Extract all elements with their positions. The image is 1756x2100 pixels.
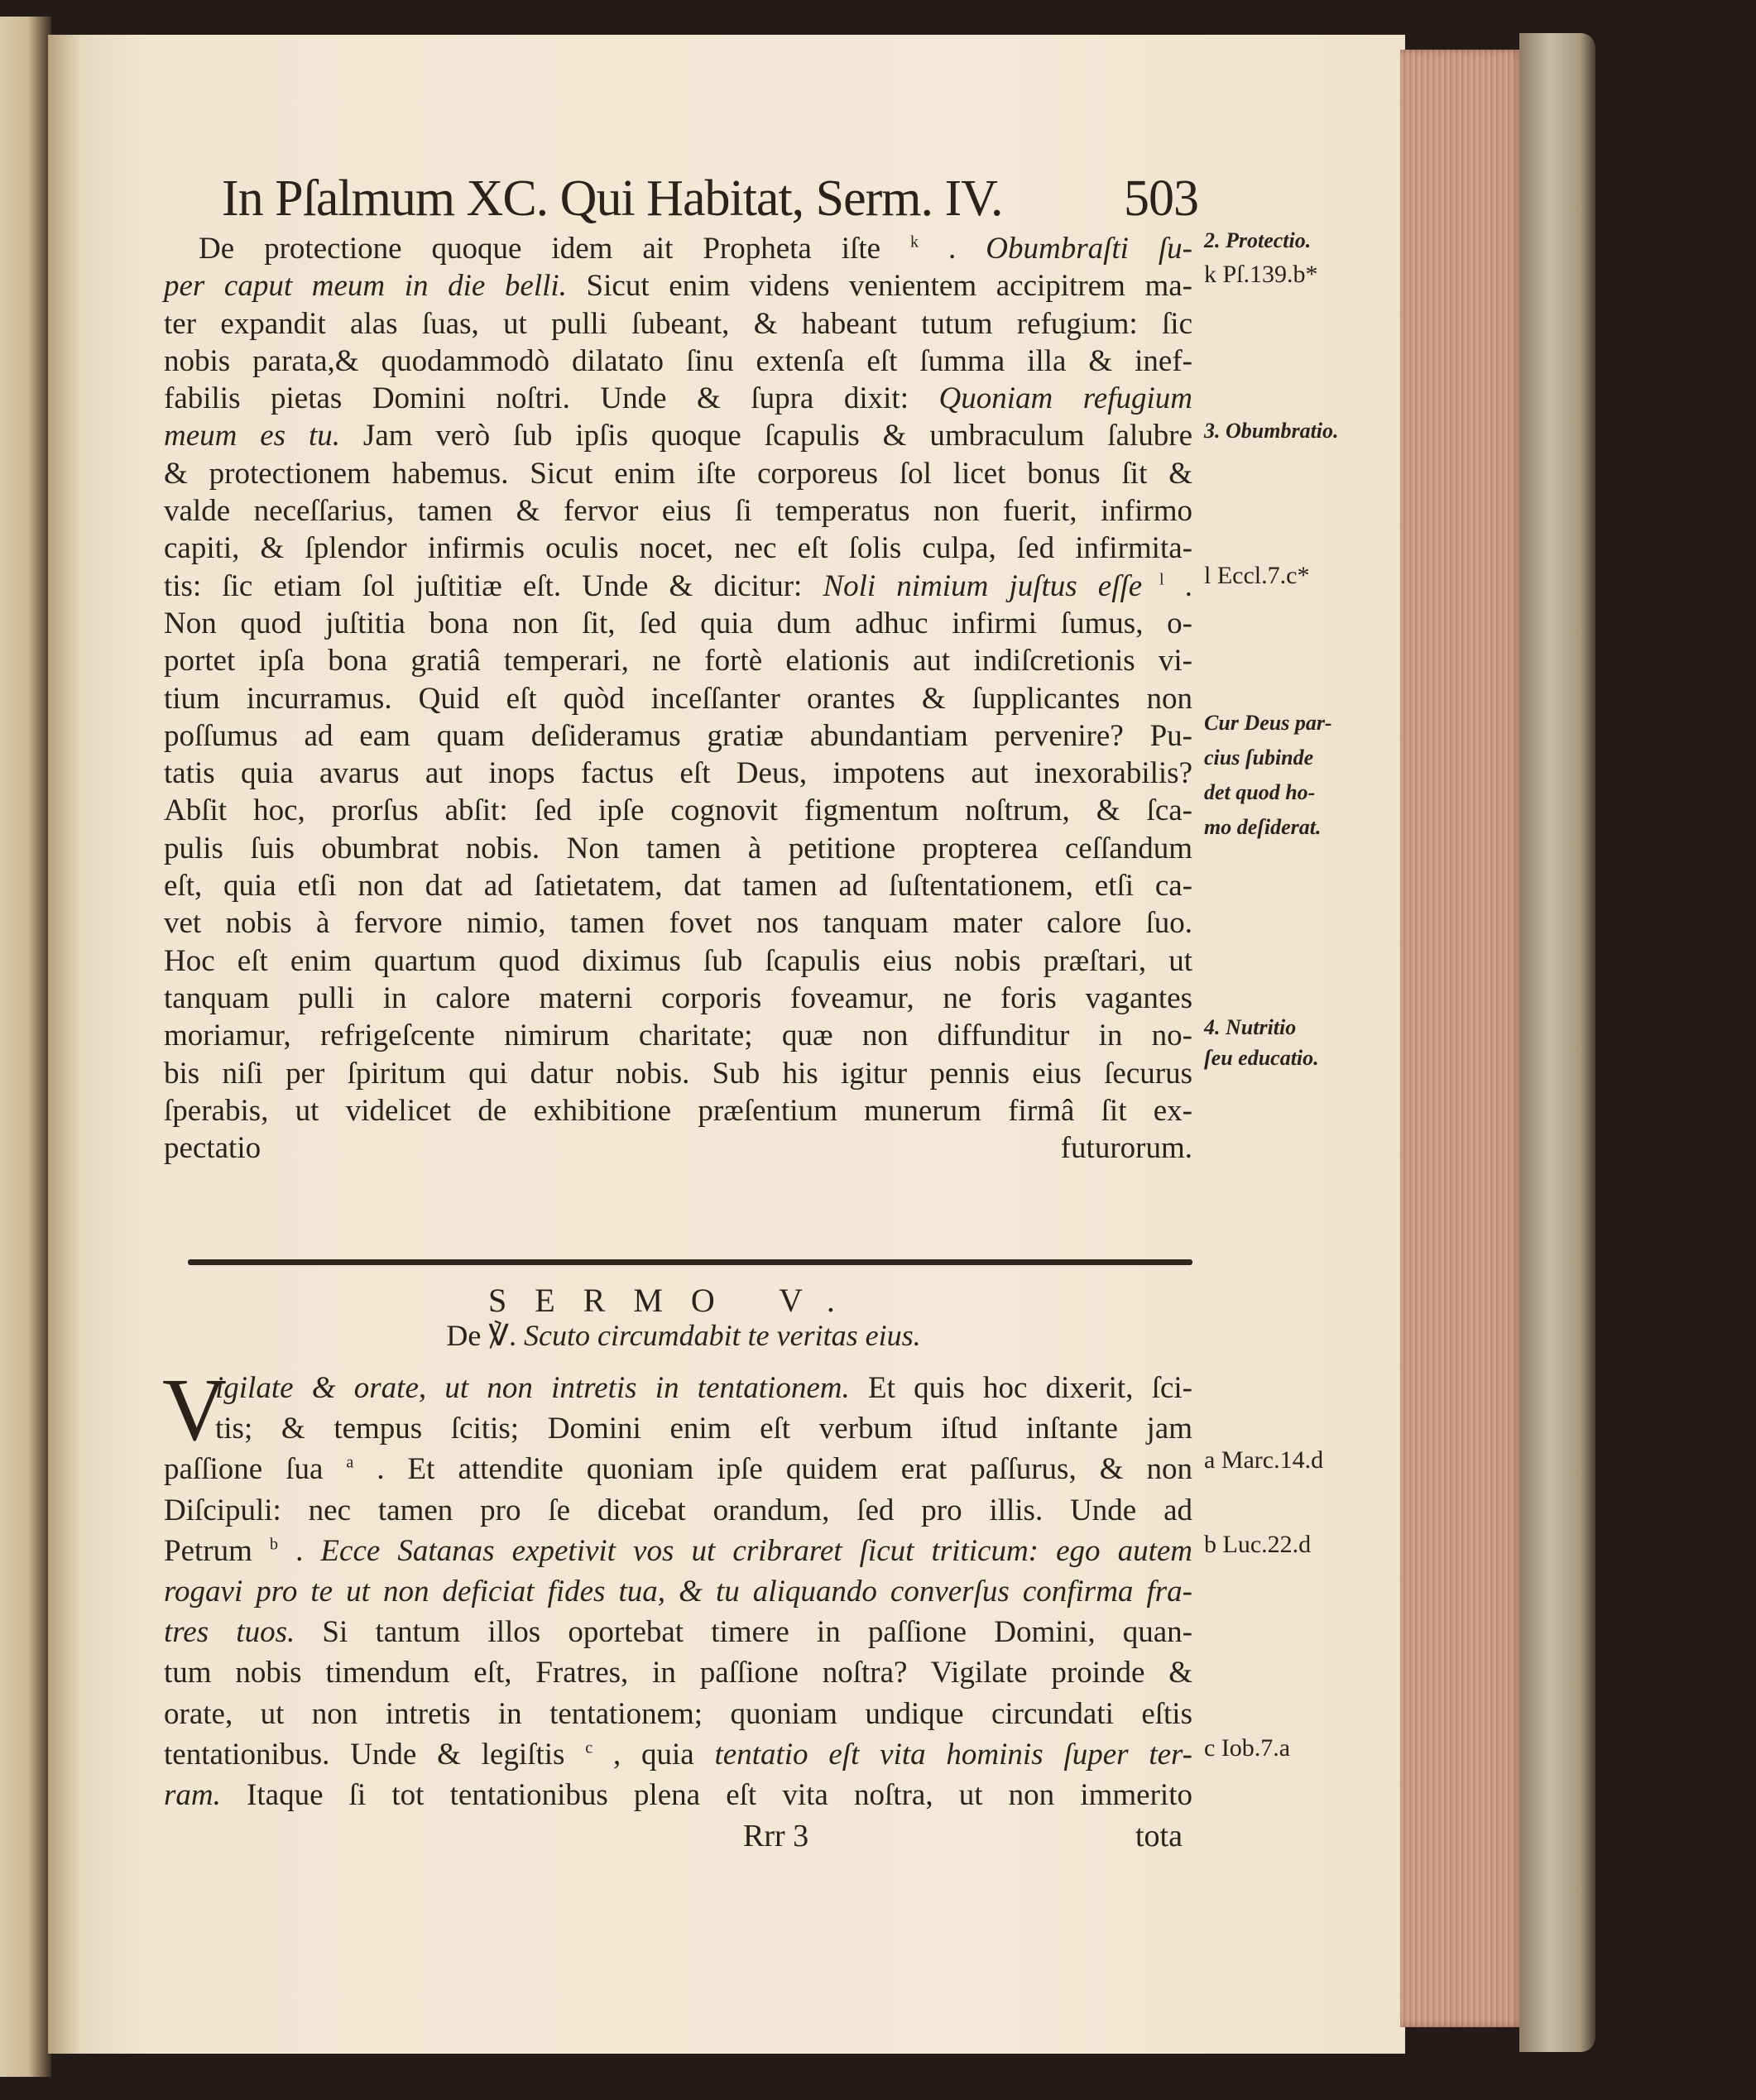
text-segment: . (1163, 568, 1192, 603)
text-line (164, 568, 1192, 605)
text-segment: tium incurramus. Quid eſt quòd inceſſanter orantes & ſupplicantes non (164, 681, 1192, 716)
text-segment: tatis quia avarus aut inops factus eſt Deus, impotens aut inexorabilis? (164, 756, 1192, 791)
text-line (164, 867, 1192, 904)
text-line (164, 1652, 1192, 1693)
margin-note: b Luc.22.d (1204, 1531, 1312, 1558)
text-segment: tentationibus. Unde & legiſtis (164, 1737, 586, 1772)
text-line (164, 755, 1192, 792)
text-segment: Petrum (164, 1533, 270, 1568)
text-line (164, 455, 1192, 492)
facing-page-edge (0, 17, 51, 2077)
italic-quote: tres tuos. (164, 1615, 295, 1650)
text-line (164, 680, 1192, 717)
margin-note: cius ſubinde (1204, 746, 1314, 770)
text-line (164, 492, 1192, 530)
text-line (164, 1531, 1192, 1571)
footnote-marker: c (585, 1738, 593, 1757)
text-line (164, 1129, 1192, 1167)
text-segment: orate, ut non intretis in tentationem; quoniam undique circundati eſtis (164, 1696, 1192, 1731)
margin-note: l Eccl.7.c* (1204, 562, 1310, 589)
italic-quote: rogavi pro te ut non deficiat fides tua, & tu aliquando converſus confirma fra- (164, 1574, 1192, 1609)
italic-quote: per caput meum in die belli. (164, 269, 567, 304)
text-segment: . (919, 232, 986, 266)
text-segment: Jam verò ſub ipſis quoque ſcapulis & umbraculum ſalubre (340, 419, 1192, 453)
text-line (164, 1055, 1192, 1092)
italic-quote: Quoniam refugium (938, 381, 1192, 416)
text-line (164, 305, 1192, 343)
italic-quote: Noli nimium juſtus eſſe (823, 568, 1143, 603)
text-line (164, 530, 1192, 567)
text-segment: & protectionem habemus. Sicut enim iſte corporeus ſol licet bonus ſit & (164, 456, 1192, 491)
margin-note: 3. Obumbratio. (1204, 419, 1339, 443)
text-segment: Itaque ſi tot tentationibus plena eſt vita noſtra, ut non immerito (220, 1777, 1192, 1812)
text-segment: Abſit hoc, prorſus abſit: ſed ipſe cognovit figmentum noſtrum, & ſca- (164, 793, 1192, 828)
text-line (164, 1571, 1192, 1612)
text-line (164, 1734, 1192, 1775)
margin-note: a Marc.14.d (1204, 1446, 1324, 1474)
text-segment: nobis parata,& quodammodò dilatato ſinu extenſa eſt ſumma illa & inef- (164, 343, 1192, 378)
text-line (164, 605, 1192, 642)
margin-note: mo deſiderat. (1204, 815, 1322, 839)
text-segment: paſſione ſua (164, 1452, 347, 1487)
text-line (164, 267, 1192, 304)
subtitle-verse: Scuto circumdabit te veritas eius. (524, 1319, 921, 1352)
text-segment: , quia (593, 1737, 715, 1772)
footnote-marker: a (346, 1454, 354, 1473)
text-line (164, 717, 1192, 755)
text-segment: pulis ſuis obumbrat nobis. Non tamen à petitione propterea ceſſandum (164, 831, 1192, 865)
sermon-iv-text (164, 230, 1192, 1167)
text-line (164, 1408, 1192, 1449)
margin-note: Cur Deus par- (1204, 711, 1332, 735)
text-line (164, 830, 1192, 867)
header-title: In Pſalmum XC. Qui Habitat, Serm. IV. (222, 170, 1003, 227)
text-segment: pectatio futurorum. (164, 1131, 1192, 1166)
italic-quote: tentatio eſt vita hominis ſuper ter- (714, 1737, 1192, 1772)
text-segment: . Et attendite quoniam ipſe quidem erat paſſurus, & non (353, 1452, 1193, 1487)
sermon-v-text (162, 1361, 1193, 1815)
text-line (164, 642, 1192, 679)
sermon-subtitle (0, 1318, 1367, 1353)
catchword: tota (1135, 1819, 1183, 1853)
footnote-marker: l (1142, 570, 1164, 589)
text-line (164, 1612, 1192, 1652)
text-line (164, 1449, 1192, 1489)
page-edges (1400, 50, 1523, 2027)
text-line (164, 1368, 1192, 1408)
text-segment: ter expandit alas ſuas, ut pulli ſubeant, & habeant tutum refugium: ſic (164, 306, 1192, 341)
text-segment: vet nobis à fervore nimio, tamen fovet nos tanquam mater calore ſuo. (164, 906, 1192, 941)
text-segment: tis; & tempus ſcitis; Domini enim eſt verbum iſtud inſtante jam (215, 1412, 1192, 1446)
book-cover-edge (1519, 33, 1595, 2052)
text-segment: Hoc eſt enim quartum quod diximus ſub ſcapulis eius nobis præſtari, ut (164, 943, 1192, 978)
text-segment: tis: ſic etiam ſol juſtitiæ eſt. Unde & dicitur: (164, 568, 823, 603)
text-line (164, 980, 1192, 1017)
text-segment: poſſumus ad eam quam deſideramus gratiæ abundantiam pervenire? Pu- (164, 718, 1192, 753)
signature-mark: Rrr 3 (743, 1819, 809, 1853)
text-segment: tum nobis timendum eſt, Fratres, in paſſione noſtra? Vigilate proinde & (164, 1656, 1192, 1690)
text-segment: fabilis pietas Domini noſtri. Unde & ſupra dixit: (164, 381, 939, 416)
subtitle-prefix: De ℣. (446, 1319, 525, 1352)
page-number: 503 (1124, 170, 1198, 227)
margin-note: c Iob.7.a (1204, 1734, 1291, 1762)
text-line (164, 1092, 1192, 1129)
text-line (164, 1490, 1192, 1531)
text-segment: capiti, & ſplendor infirmis oculis nocet, nec eſt ſolis culpa, ſed infirmita- (164, 531, 1192, 566)
text-segment: bis niſi per ſpiritum qui datur nobis. Sub his igitur pennis eius ſecurus (164, 1056, 1192, 1091)
margin-note: 2. Protectio. (1204, 228, 1312, 252)
footnote-marker: k (910, 233, 919, 252)
italic-quote: ram. (164, 1777, 221, 1812)
text-line (164, 1017, 1192, 1054)
text-line (164, 942, 1192, 980)
text-segment: Et quis hoc dixerit, ſci- (849, 1371, 1192, 1405)
text-segment: De protectione quoque idem ait Propheta iſte (199, 232, 911, 266)
text-line (164, 1775, 1192, 1815)
italic-quote: meum es tu. (164, 419, 341, 453)
text-segment: portet ipſa bona gratiâ temperari, ne fortè elationis aut indiſcretionis vi- (164, 644, 1192, 678)
sermon-title: SERMO V. (488, 1282, 863, 1319)
margin-note: ſeu educatio. (1204, 1046, 1319, 1070)
text-line (164, 792, 1192, 829)
text-segment: Diſcipuli: nec tamen pro ſe dicebat orandum, ſed pro illis. Unde ad (164, 1493, 1192, 1527)
text-segment: Non quod juſtitia bona non ſit, ſed quia dum adhuc infirmi ſumus, o- (164, 606, 1192, 640)
text-line (164, 417, 1192, 454)
drop-cap: V (162, 1361, 227, 1460)
text-line (164, 904, 1192, 942)
margin-note: 4. Nutritio (1204, 1015, 1297, 1039)
text-segment: Si tantum illos oportebat timere in paſſione Domini, quan- (295, 1615, 1193, 1650)
margin-note: k Pſ.139.b* (1204, 261, 1318, 288)
text-segment: tanquam pulli in calore materni corporis foveamur, ne foris vagantes (164, 980, 1192, 1015)
text-line (164, 230, 1192, 267)
text-segment: eſt, quia etſi non dat ad ſatietatem, dat tamen ad ſuſtentationem, etſi ca- (164, 869, 1192, 904)
text-segment: Sicut enim videns venientem accipitrem ma- (566, 269, 1192, 304)
text-line (164, 343, 1192, 380)
italic-quote: igilate & orate, ut non intretis in tentationem. (215, 1371, 850, 1405)
margin-note: det quod ho- (1204, 780, 1316, 804)
text-line (164, 1694, 1192, 1734)
italic-quote: Ecce Satanas expetivit vos ut cribraret ſicut triticum: ego autem (320, 1533, 1193, 1568)
text-segment: . (277, 1533, 321, 1568)
section-rule (188, 1259, 1192, 1265)
text-segment: valde neceſſarius, tamen & fervor eius ſi temperatus non fuerit, infirmo (164, 494, 1192, 529)
italic-quote: Obumbraſti ſu- (986, 232, 1193, 266)
running-header (222, 170, 1198, 228)
footnote-marker: b (269, 1535, 278, 1554)
text-segment: moriamur, refrigeſcente nimirum charitate; quæ non diffunditur in no- (164, 1019, 1192, 1053)
text-segment: ſperabis, ut videlicet de exhibitione præſentium munerum firmâ ſit ex- (164, 1093, 1192, 1128)
text-line (164, 380, 1192, 417)
